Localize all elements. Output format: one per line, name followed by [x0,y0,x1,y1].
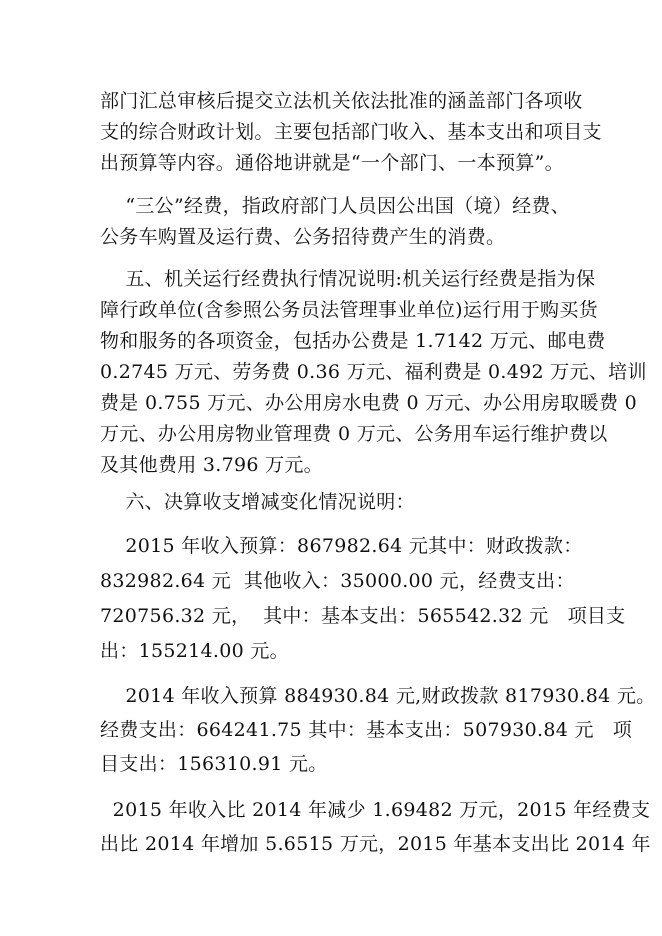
p3-line-3: 物和服务的各项资金，包括办公费是 1.7142 万元、邮电费 [100,330,606,352]
p5-line-1: 2015 年收入预算：867982.64 元其中：财政拨款： [100,535,583,557]
p7-line-1: 2015 年收入比 2014 年减少 1.69482 万元，2015 年经费支 [100,799,651,821]
p2-line-2: 公务车购置及运行费、公务招待费产生的消费。 [100,226,506,248]
p6-line-1: 2014 年收入预算 884930.84 元,财政拨款 817930.84 元。 [100,685,656,707]
p3-line-7: 及其他费用 3.796 万元。 [100,454,323,476]
p6-line-2: 经费支出：664241.75 其中：基本支出：507930.84 元 项 [100,719,633,741]
p3-line-6: 万元、办公用房物业管理费 0 万元、公务用车运行维护费以 [100,423,608,445]
p4-line-1: 六、决算收支增减变化情况说明： [100,491,415,513]
p5-line-3: 720756.32 元， 其中：基本支出：565542.32 元 项目支 [100,605,626,627]
p2-line-1: “三公”经费，指政府部门人员因公出国（境）经费、 [100,195,570,217]
p5-line-4: 出：155214.00 元。 [100,640,289,662]
p6-line-3: 目支出：156310.91 元。 [100,753,328,775]
p3-line-2: 障行政单位(含参照公务员法管理事业单位)运行用于购买货 [100,299,598,321]
p1-line-3: 出预算等内容。通俗地讲就是“一个部门、一本预算”。 [100,152,564,174]
p1-line-2: 支的综合财政计划。主要包括部门收入、基本支出和项目支 [100,121,602,143]
p7-line-2: 出比 2014 年增加 5.6515 万元，2015 年基本支出比 2014 年 [100,833,651,855]
p3-line-1: 五、机关运行经费执行情况说明:机关运行经费是指为保 [100,268,596,290]
p3-line-4: 0.2745 万元、劳务费 0.36 万元、福利费是 0.492 万元、培训 [100,361,647,383]
p5-line-2: 832982.64 元 其他收入：35000.00 元，经费支出： [100,570,575,592]
p3-line-5: 费是 0.755 万元、办公用房水电费 0 万元、办公用房取暖费 0 [100,392,637,414]
p1-line-1: 部门汇总审核后提交立法机关依法批准的涵盖部门各项收 [100,90,583,112]
